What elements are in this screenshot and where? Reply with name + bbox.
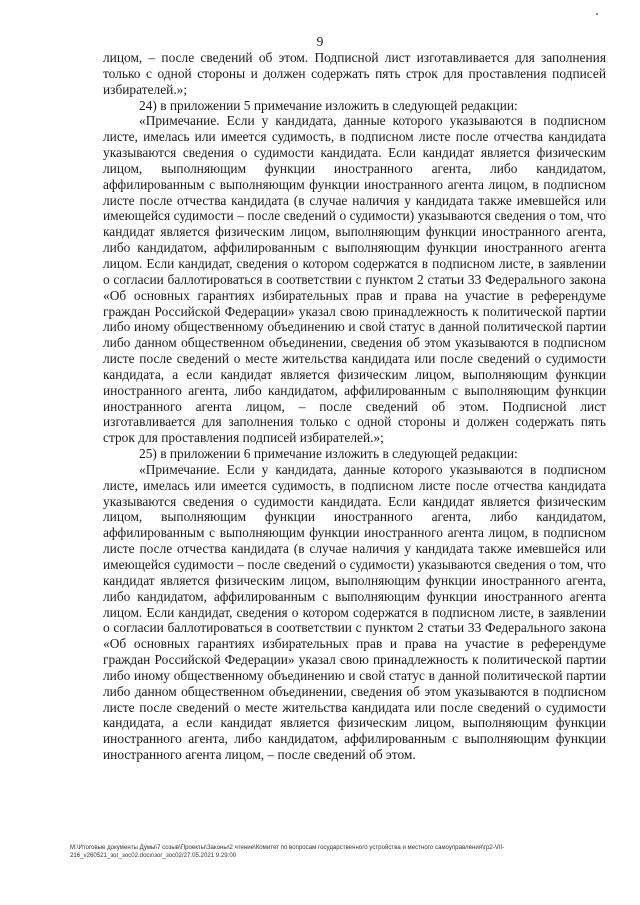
paragraph: «Примечание. Если у кандидата, данные которого указываются в подписном листе, имелась или имеется судимость, в подписном листе после отчества кандидата указываются сведения о судимости кандидата. Если кандидат является физическим лицом, выполняющим функции иностранного агента, либо кандидатом, аффилированным с выполняющим функции иностранного агента лицом, в подписном листе после отчества кандидата (в случае наличия у кандидата также имевшейся или имеющейся судимости – после сведений о судимости) указываются сведения о том, что кандидат является физическим лицом, выполняющим функции иностранного агента, либо кандидатом, аффилированным с выполняющим функции иностранного агента лицом. Если кандидат, сведения о котором содержатся в подписном листе, в заявлении о согласии баллотироваться в соответствии с пунктом 2 статьи 33 Федерального закона «Об основных гарантиях избирательных прав и права на участие в референдуме граждан Российской Федерации» указал свою принадлежность к политической партии либо иному общественному объединению и свой статус в данной политической партии либо данном общественном объединении, сведения об этом указываются в подписном листе после сведений о месте жительства кандидата или после сведений о судимости кандидата, а если кандидат является физическим лицом, выполняющим функции иностранного агента, либо кандидатом, аффилированным с выполняющим функции иностранного агента лицом, – после сведений об этом.: [103, 461, 606, 763]
paragraph: «Примечание. Если у кандидата, данные которого указываются в подписном листе, имелась или имеется судимость, в подписном листе после отчества кандидата указываются сведения о судимости кандидата. Если кандидат является физическим лицом, выполняющим функции иностранного агента, либо кандидатом, аффилированным с выполняющим функции иностранного агента лицом, в подписном листе после отчества кандидата (в случае наличия у кандидата также имевшейся или имеющейся судимости – после сведений о судимости) указываются сведения о том, что кандидат является физическим лицом, выполняющим функции иностранного агента, либо кандидатом, аффилированным с выполняющим функции иностранного агента лицом. Если кандидат, сведения о котором содержатся в подписном листе, в заявлении о согласии баллотироваться в соответствии с пунктом 2 статьи 33 Федерального закона «Об основных гарантиях избирательных прав и права на участие в референдуме граждан Российской Федерации» указал свою принадлежность к политической партии либо иному общественному объединению и свой статус в данной политической партии либо данном общественном объединении, сведения об этом указываются в подписном листе после сведений о месте жительства кандидата или после сведений о судимости кандидата, а если кандидат является физическим лицом, выполняющим функции иностранного агента, либо кандидатом, аффилированным с выполняющим функции иностранного агента лицом, – после сведений об этом. Подписной лист изготавливается для заполнения только с одной стороны и должен содержать пять строк для проставления подписей избирателей.»;: [103, 113, 606, 446]
paragraph: лицом, – после сведений об этом. Подписной лист изготавливается для заполнения только с одной стороны и должен содержать пять строк для проставления подписей избирателей.»;: [103, 50, 606, 97]
page-number: 9: [316, 34, 324, 49]
document-body: [103, 50, 606, 763]
file-path-footer: M:\Итоговые документы Думы\7 созыв\Проекты\Законы\2 чтение\Комитет по вопросам государственного устройства и местного самоуправления\гр2-VII-216_v260521_зог_зос02.docx\зог_зос02/27.05.2021 9:29:00: [70, 844, 505, 859]
paragraph: 24) в приложении 5 примечание изложить в следующей редакции:: [139, 97, 518, 113]
scan-mark: [596, 13, 598, 15]
paragraph: 25) в приложении 6 примечание изложить в следующей редакции:: [139, 446, 518, 462]
